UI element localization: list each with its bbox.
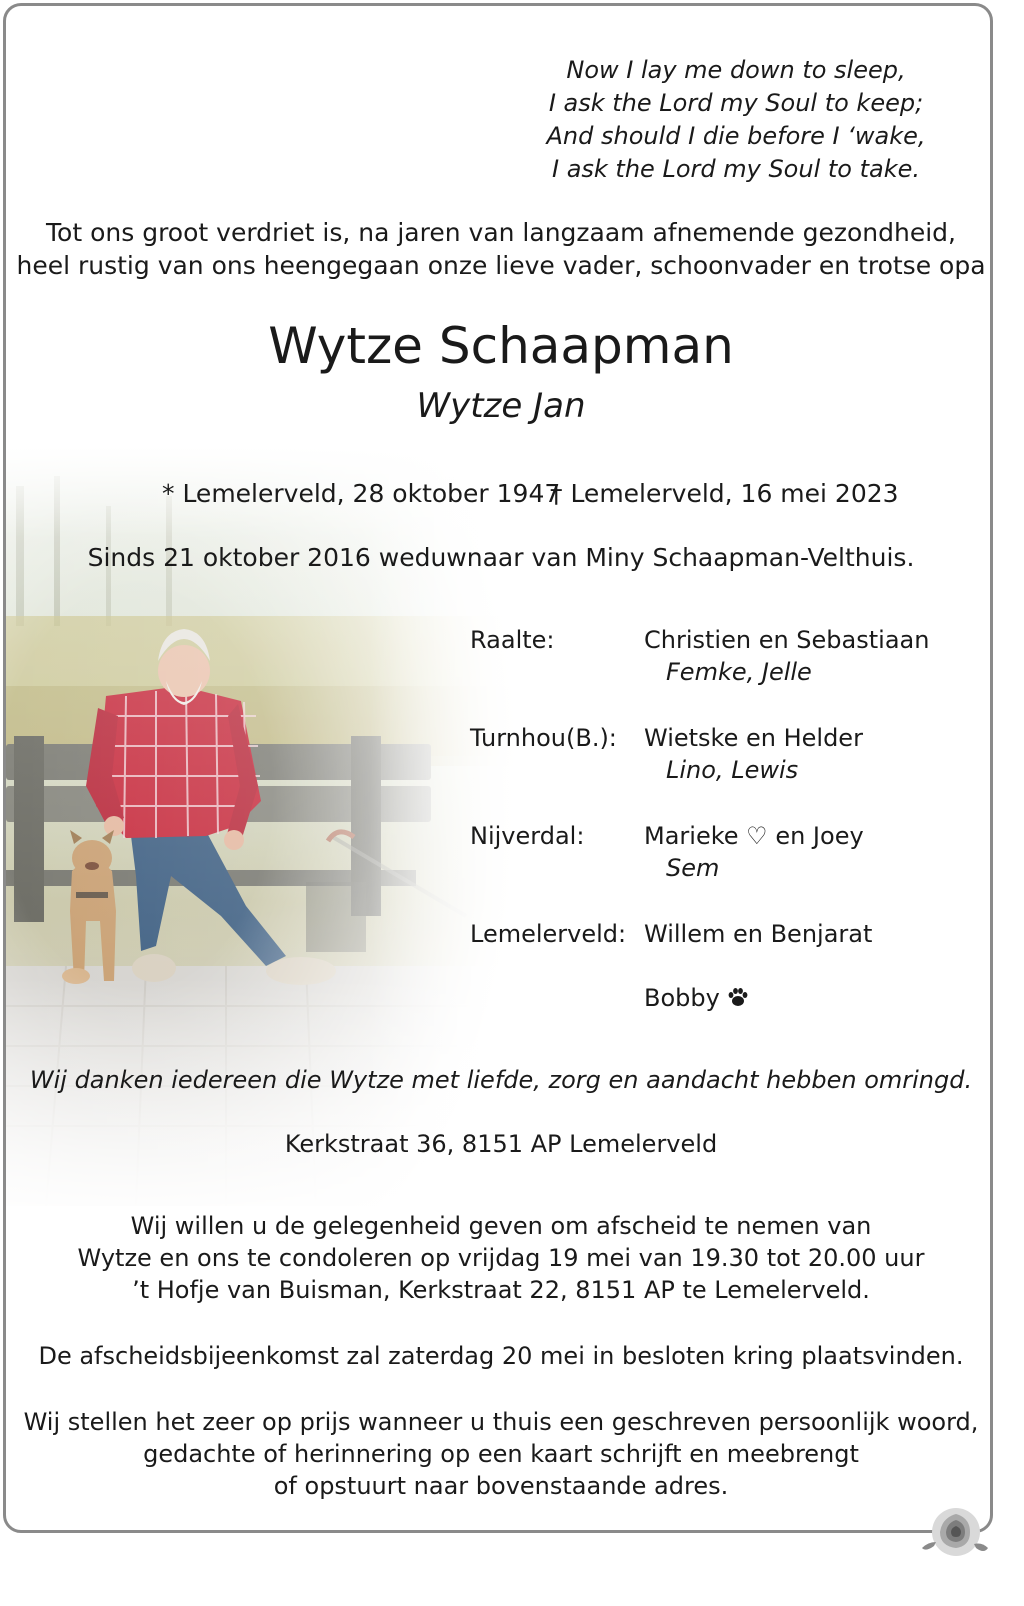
request-line: of opstuurt naar bovenstaande adres.: [273, 1472, 729, 1500]
family-place: Raalte:: [470, 626, 555, 654]
family-names: Willem en Benjarat: [644, 920, 873, 948]
paw-icon: [727, 986, 749, 1008]
family-names: Wietske en Helder: [644, 724, 863, 752]
family-place: Lemelerveld:: [470, 920, 627, 948]
family-row: [470, 722, 970, 820]
pet-name: Bobby: [644, 984, 720, 1012]
birth-date: * Lemelerveld, 28 oktober 1947: [162, 479, 561, 508]
family-place: Nijverdal:: [470, 822, 585, 850]
request-line: Wij stellen het zeer op prijs wanneer u thuis een geschreven persoonlijk woord,: [23, 1408, 979, 1436]
intro-line: heel rustig van ons heengegaan onze lieve vader, schoonvader en trotse opa: [16, 251, 986, 280]
family-place: Turnhou(B.):: [470, 724, 617, 752]
rose-icon: [920, 1496, 990, 1566]
family-row: [470, 820, 970, 918]
farewell-line: De afscheidsbijeenkomst zal zaterdag 20 mei in besloten kring plaatsvinden.: [38, 1342, 964, 1370]
family-children: Lino, Lewis: [666, 756, 799, 784]
family-row: [470, 624, 970, 722]
widower-line: Sinds 21 oktober 2016 weduwnaar van Miny Schaapman-Velthuis.: [87, 543, 915, 572]
deceased-name: Wytze Schaapman: [268, 317, 734, 375]
thanks-line: Wij danken iedereen die Wytze met liefde, zorg en aandacht hebben omringd.: [29, 1066, 973, 1094]
obituary-card: [3, 3, 993, 1533]
family-name-rest: en Joey: [775, 822, 864, 850]
family-names: Christien en Sebastiaan: [644, 626, 930, 654]
family-list: [470, 624, 970, 1016]
intro-text: [6, 216, 993, 282]
address: Kerkstraat 36, 8151 AP Lemelerveld: [284, 1130, 718, 1158]
visitation-info: [6, 1210, 993, 1306]
heart-icon: ♡: [746, 822, 768, 850]
visitation-line: Wytze en ons te condoleren op vrijdag 19 mei van 19.30 tot 20.00 uur: [77, 1244, 925, 1272]
visitation-line: Wij willen u de gelegenheid geven om afscheid te nemen van: [130, 1212, 872, 1240]
poem-line: Now I lay me down to sleep,: [566, 56, 906, 84]
request-line: gedachte of herinnering op een kaart schrijft en meebrengt: [143, 1440, 859, 1468]
poem-line: I ask the Lord my Soul to take.: [551, 155, 920, 183]
deceased-given-names: Wytze Jan: [416, 386, 586, 426]
family-children: Sem: [666, 854, 720, 882]
request-text: [6, 1406, 993, 1502]
family-names: [644, 820, 864, 852]
pet-entry: [644, 982, 749, 1014]
poem-line: I ask the Lord my Soul to keep;: [548, 89, 924, 117]
death-date: † Lemelerveld, 16 mei 2023: [550, 479, 899, 508]
family-name-first: Marieke: [644, 822, 739, 850]
poem: [526, 54, 946, 186]
poem-line: And should I die before I ‘wake,: [546, 122, 926, 150]
family-children: Femke, Jelle: [666, 658, 812, 686]
visitation-line: ’t Hofje van Buisman, Kerkstraat 22, 8151 AP te Lemelerveld.: [132, 1276, 870, 1304]
intro-line: Tot ons groot verdriet is, na jaren van langzaam afnemende gezondheid,: [46, 218, 956, 247]
